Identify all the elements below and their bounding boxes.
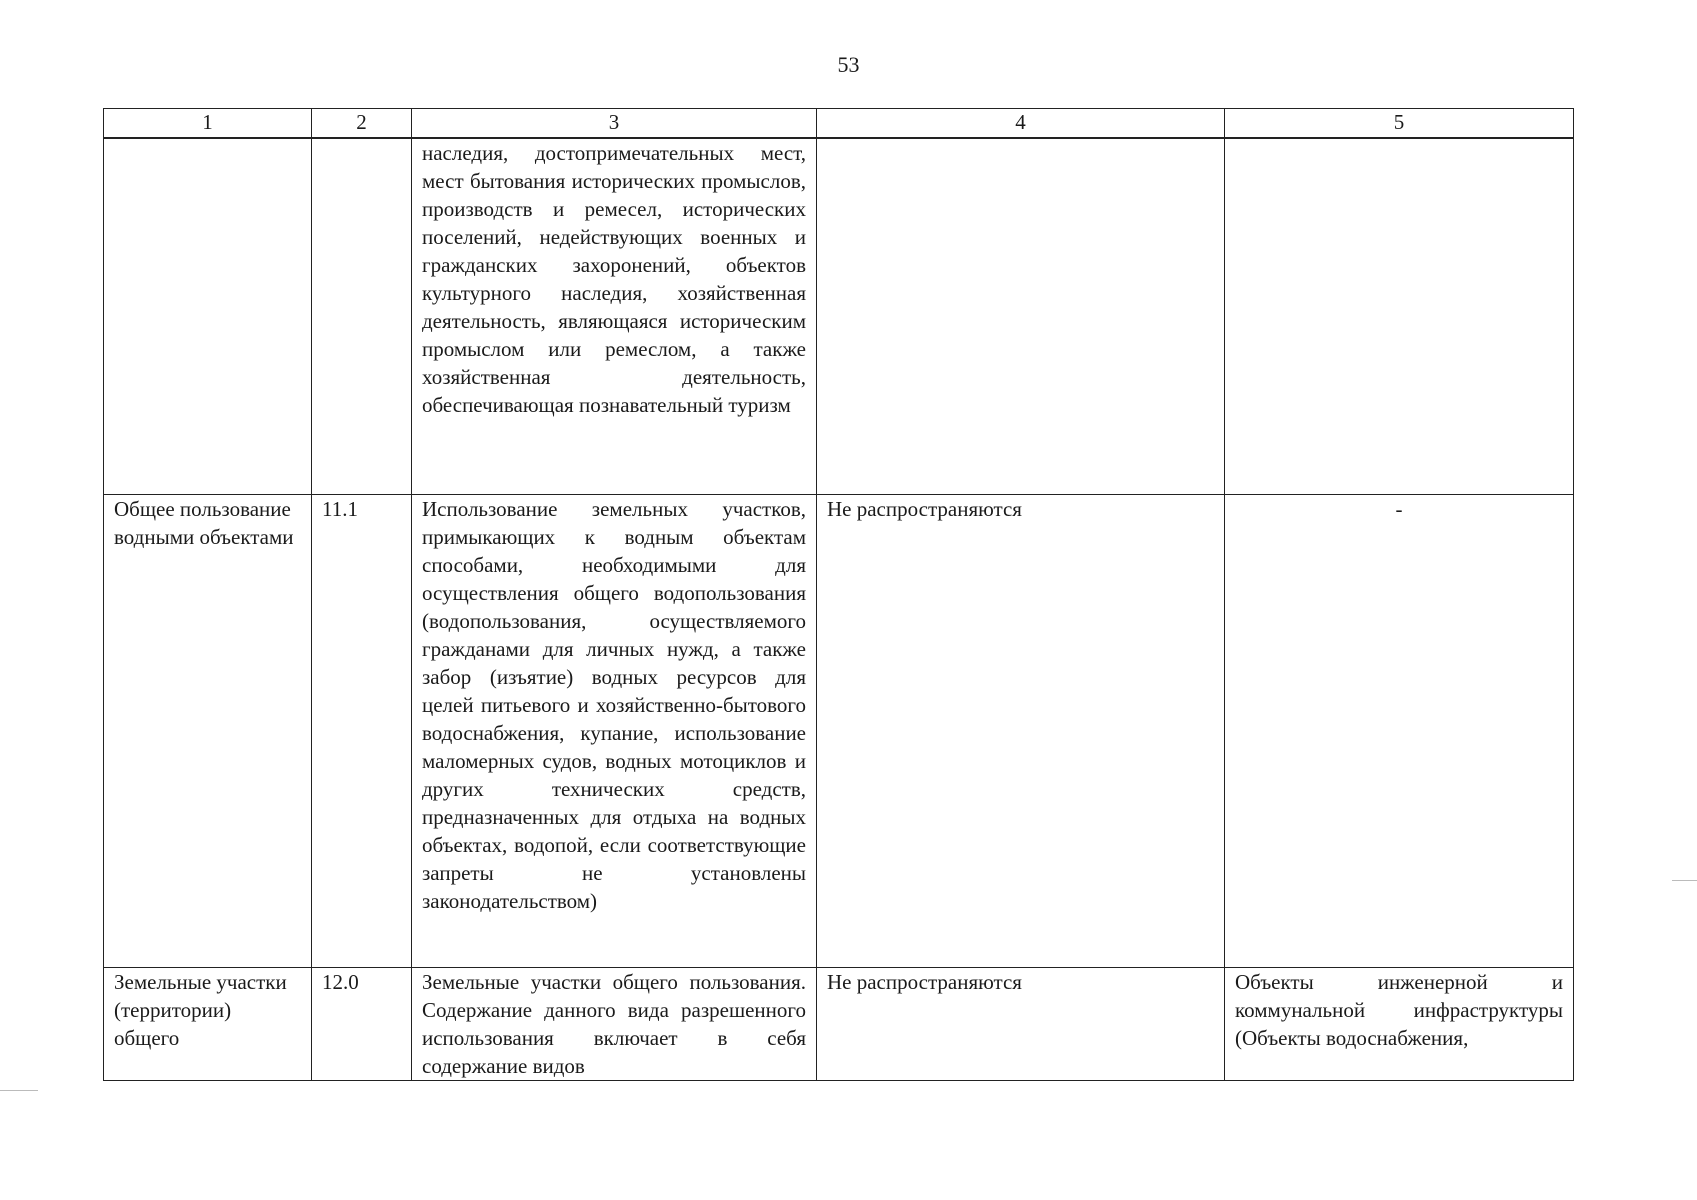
use-description-cell: наследия, достопримечательных мест, мест бытования исторических промыслов, производств и ремесел, исторических поселений, недействующих военных и гражданских захоронений, объектов культурного наследия, хозяйственная деятельность, являющаяся историческим промыслом или ремеслом, а также хозяйственная деятельность, обеспечивающая познавательный туризм <box>412 138 817 494</box>
table-row <box>104 967 1574 1080</box>
use-code-cell: 11.1 <box>312 494 412 967</box>
column-header: 1 <box>104 109 312 139</box>
restrictions-cell: Не распространяются <box>817 494 1225 967</box>
use-name-cell: Общее пользование водными объектами <box>104 494 312 967</box>
use-description-cell: Земельные участки общего пользования. Содержание данного вида разрешенного использования включает в себя содержание видов <box>412 967 817 1080</box>
column-header: 4 <box>817 109 1225 139</box>
table-row <box>104 138 1574 494</box>
page-number: 53 <box>837 52 860 77</box>
use-code-cell <box>312 138 412 494</box>
column-header: 2 <box>312 109 412 139</box>
related-objects-cell: - <box>1225 494 1574 967</box>
use-name-cell <box>104 138 312 494</box>
land-use-table <box>103 108 1574 1081</box>
scan-artifact-line <box>1672 880 1697 881</box>
use-description-cell: Использование земельных участков, примыкающих к водным объектам способами, необходимыми для осуществления общего водопользования (водопользования, осуществляемого гражданами для личных нужд, а также забор (изъятие) водных ресурсов для целей питьевого и хозяйственно-бытового водоснабжения, купание, использование маломерных судов, водных мотоциклов и других технических средств, предназначенных для отдыха на водных объектах, водопой, если соответствующие запреты не установлены законодательством) <box>412 494 817 967</box>
restrictions-cell: Не распространяются <box>817 967 1225 1080</box>
table-row <box>104 494 1574 967</box>
column-header: 3 <box>412 109 817 139</box>
scan-artifact-line <box>0 1090 38 1091</box>
related-objects-cell <box>1225 138 1574 494</box>
column-header: 5 <box>1225 109 1574 139</box>
restrictions-cell <box>817 138 1225 494</box>
use-code-cell: 12.0 <box>312 967 412 1080</box>
use-name-cell: Земельные участки (территории) общего <box>104 967 312 1080</box>
table-header-row <box>104 109 1574 139</box>
related-objects-cell: Объекты инженерной и коммунальной инфраструктуры (Объекты водоснабжения, <box>1225 967 1574 1080</box>
